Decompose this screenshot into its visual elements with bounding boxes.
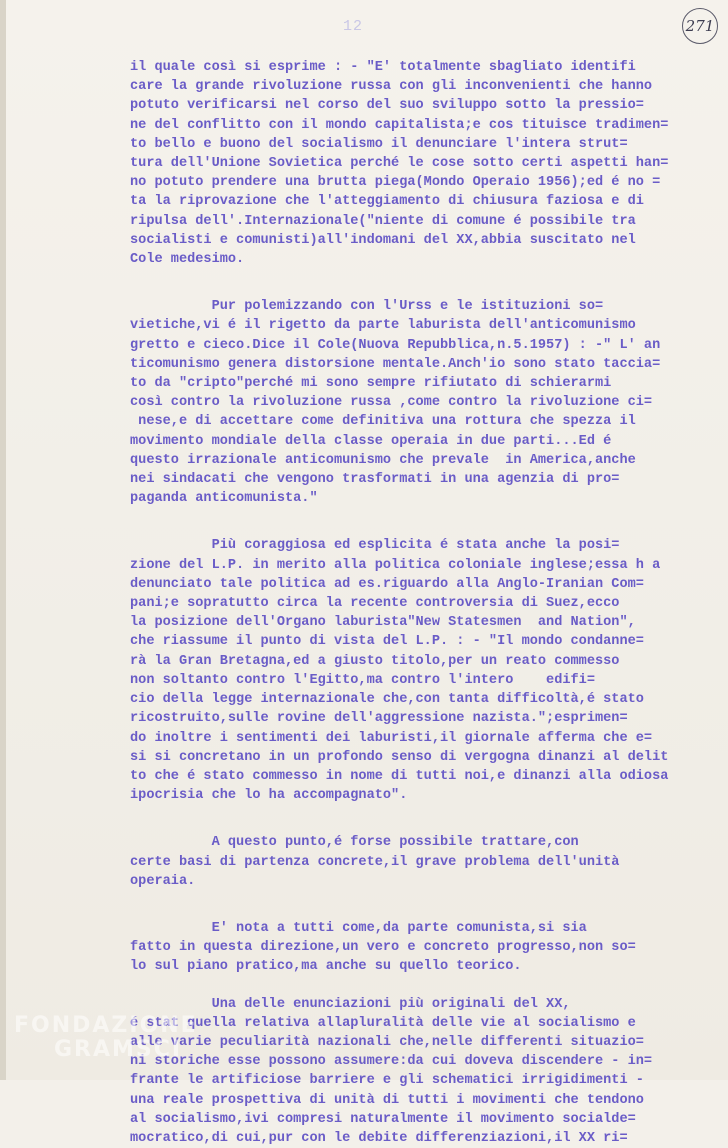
text-line: nei sindacati che vengono trasformati in una agenzia di pro= [130, 472, 620, 488]
text-line: la posizione dell'Organo laburista"New Statesmen and Nation", [130, 615, 636, 631]
text-line: é stat quella relativa allapluralità delle vie al socialismo e [130, 1015, 636, 1031]
text-line: zione del L.P. in merito alla politica coloniale inglese;essa h a [130, 557, 661, 573]
text-line: non soltanto contro l'Egitto,ma contro l'intero edifi= [130, 672, 595, 688]
paragraph [130, 833, 720, 891]
text-line: il quale così si esprime : - "E' totalmente sbagliato identifi [130, 60, 636, 75]
text-line: E' nota a tutti come,da parte comunista,si sia [130, 920, 587, 936]
text-line: pani;e sopratutto circa la recente controversia di Suez,ecco [130, 596, 620, 612]
paragraph [130, 995, 720, 1148]
text-line: to che é stato commesso in nome di tutti noi,e dinanzi alla odiosa [130, 768, 669, 784]
text-line: ipocrisia che lo ha accompagnato". [130, 788, 408, 804]
watermark-line-1: FONDAZIONE [14, 1012, 198, 1038]
text-line: cio della legge internazionale che,con tanta difficoltà,é stato [130, 692, 644, 708]
text-line: Più coraggiosa ed esplicita é stata anche la posi= [130, 538, 620, 554]
text-line: A questo punto,é forse possibile trattare,con [130, 835, 579, 851]
text-line: tura dell'Unione Sovietica perché le cose sotto certi aspetti han= [130, 156, 669, 172]
text-line: vietiche,vi é il rigetto da parte laburista dell'anticomunismo [130, 318, 636, 334]
archive-watermark [14, 1014, 198, 1062]
text-line: certe basi di partenza concrete,il grave problema dell'unità [130, 854, 620, 870]
archive-number-stamp: 271 [682, 8, 718, 44]
text-line: che riassume il punto di vista del L.P. : - "Il mondo condanne= [130, 634, 644, 650]
paragraph [130, 58, 720, 269]
text-line: ricostruito,sulle rovine dell'aggressione nazista.";esprimen= [130, 711, 628, 727]
text-line: rà la Gran Bretagna,ed a giusto titolo,per un reato commesso [130, 653, 620, 669]
text-line: fatto in questa direzione,un vero e concreto progresso,non so= [130, 940, 636, 956]
text-line: operaia. [130, 873, 196, 889]
watermark-line-2: GRAMSCI [54, 1036, 183, 1062]
page-number: 12 [343, 18, 364, 35]
text-line: frante le artificiose barriere e gli schematici irrigidimenti - [130, 1073, 644, 1089]
text-line: movimento mondiale della classe operaia in due parti...Ed é [130, 433, 612, 449]
text-line: gretto e cieco.Dice il Cole(Nuova Repubblica,n.5.1957) : -" L' an [130, 337, 661, 353]
text-line: Una delle enunciazioni più originali del XX, [130, 996, 571, 1012]
text-line: così contro la rivoluzione russa ,come contro la rivoluzione ci= [130, 395, 653, 411]
text-line: paganda anticomunista." [130, 491, 318, 507]
text-line: nese,e di accettare come definitiva una rottura che spezza il [130, 414, 636, 430]
text-line: mocratico,di cui,pur con le debite differenziazioni,il XX ri= [130, 1130, 628, 1146]
text-line: ne del conflitto con il mondo capitalista;e cos tituisce tradimen= [130, 117, 669, 133]
text-line: lo sul piano pratico,ma anche su quello teorico. [130, 959, 522, 975]
text-line: ta la riprovazione che l'atteggiamento di chiusura faziosa e di [130, 194, 644, 210]
text-line: care la grande rivoluzione russa con gli inconvenienti che hanno [130, 79, 653, 95]
text-line: no potuto prendere una brutta piega(Mondo Operaio 1956);ed é no = [130, 175, 661, 191]
text-line: questo irrazionale anticomunismo che prevale in America,anche [130, 452, 636, 468]
paragraph [130, 536, 720, 805]
text-line: to bello e buono del socialismo il denunciare l'intera strut= [130, 136, 628, 152]
text-line: ticomunismo genera distorsione mentale.Anch'io sono stato taccia= [130, 356, 661, 372]
text-line: alle varie peculiarità nazionali che,nelle differenti situazio= [130, 1034, 644, 1050]
text-line: to da "cripto"perché mi sono sempre rifiutato di schierarmi [130, 376, 612, 392]
text-line: si si concretano in un profondo senso di vergogna dinanzi al delit [130, 749, 669, 765]
text-line: denunciato tale politica ad es.riguardo alla Anglo-Iranian Com= [130, 576, 644, 592]
text-line: al socialismo,ivi compresi naturalmente il movimento socialde= [130, 1111, 636, 1127]
text-line: Pur polemizzando con l'Urss e le istituzioni so= [130, 299, 604, 315]
text-line: socialisti e comunisti)all'indomani del XX,abbia suscitato nel [130, 232, 636, 248]
text-line: una reale prospettiva di unità di tutti i movimenti che tendono [130, 1092, 644, 1108]
text-line: ni storiche esse possono assumere:da cui doveva discendere - in= [130, 1054, 653, 1070]
text-line: Cole medesimo. [130, 252, 245, 268]
text-line: potuto verificarsi nel corso del suo sviluppo sotto la pressio= [130, 98, 644, 114]
text-line: ripulsa dell'.Internazionale("niente di comune é possibile tra [130, 213, 636, 229]
text-line: do inoltre i sentimenti dei laburisti,il giornale afferma che e= [130, 730, 653, 746]
paragraph [130, 919, 720, 977]
typed-text-body [130, 58, 720, 1148]
paragraph [130, 297, 720, 508]
